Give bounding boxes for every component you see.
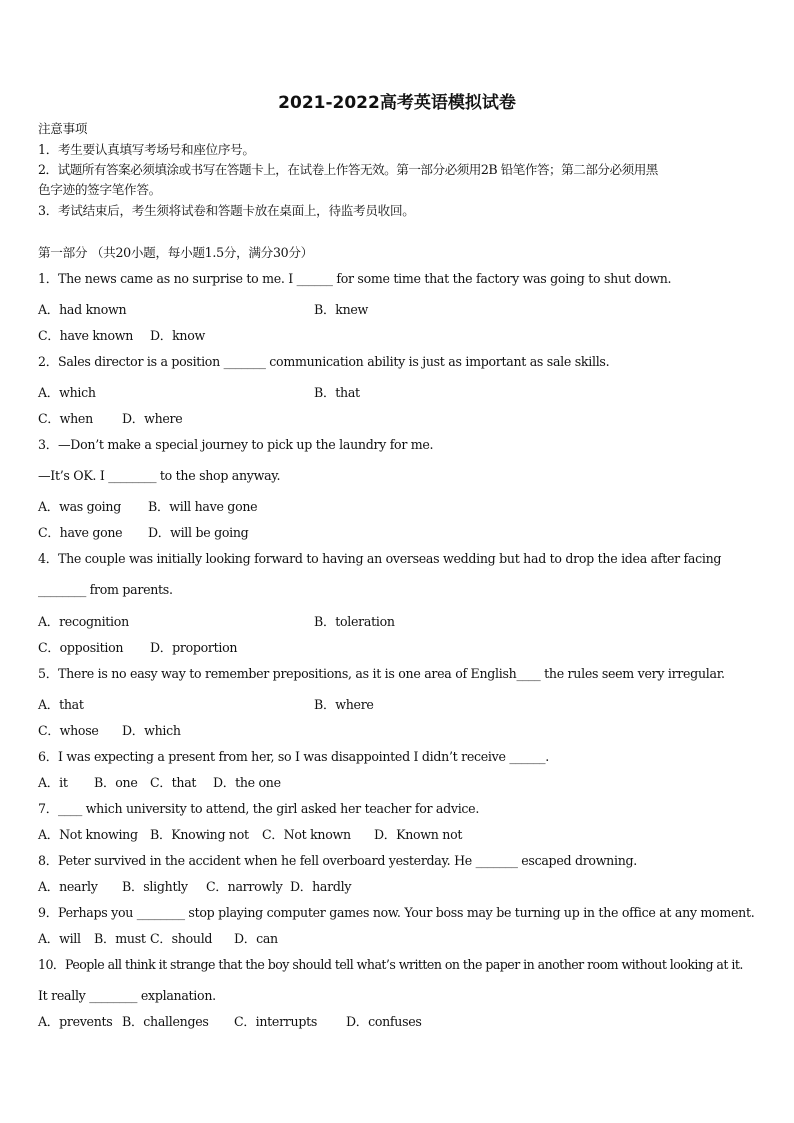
option-b: B．one [94, 775, 138, 790]
option-b: B．will have gone [148, 499, 258, 514]
question-stem: 7．____ which university to attend, the girl asked her teacher for advice. [38, 801, 480, 816]
option-b: B．slightly [122, 879, 188, 894]
option-a: A．nearly [38, 879, 98, 894]
option-c: C．should [150, 931, 213, 946]
option-a: A．it [38, 775, 68, 790]
notice-item: 2．试题所有答案必须填涂或书写在答题卡上，在试卷上作答无效。第一部分必须用2B 铅笔作答；第二部分必须用黑 [38, 162, 658, 177]
option-d: D．the one [213, 775, 281, 790]
option-c: C．whose [38, 723, 99, 738]
question-stem: 4．The couple was initially looking forward to having an overseas wedding but had to drop the idea after facing [38, 551, 722, 566]
option-b: B．knew [314, 302, 369, 317]
option-c: C．have gone [38, 525, 123, 540]
question-stem: 1．The news came as no surprise to me. I ______ for some time that the factory was going to shut down. [38, 271, 672, 286]
option-c: C．Not known [262, 827, 351, 842]
question-stem: 5．There is no easy way to remember prepositions, as it is one area of English____ the rules seem very irregular. [38, 666, 725, 681]
option-c: C．opposition [38, 640, 124, 655]
option-d: D．which [122, 723, 181, 738]
option-b: B．toleration [314, 614, 395, 629]
option-c: C．interrupts [234, 1014, 318, 1029]
option-b: B．Knowing not [150, 827, 249, 842]
option-b: B．must [94, 931, 146, 946]
option-a: A．recognition [38, 614, 129, 629]
section-heading: 第一部分 （共20小题，每小题1.5分，满分30分） [38, 245, 313, 260]
option-a: A．Not knowing [38, 827, 138, 842]
option-a: A．had known [38, 302, 127, 317]
option-b: B．where [314, 697, 374, 712]
option-d: D．proportion [150, 640, 238, 655]
option-c: C．that [150, 775, 197, 790]
option-c: C．have known [38, 328, 134, 343]
question-stem: It really ________ explanation. [38, 988, 216, 1003]
notice-item: 3．考试结束后，考生须将试卷和答题卡放在桌面上，待监考员收回。 [38, 203, 415, 218]
option-a: A．which [38, 385, 96, 400]
question-stem: 3．—Don’t make a special journey to pick up the laundry for me. [38, 437, 434, 452]
question-stem: 10．People all think it strange that the boy should tell what’s written on the paper in another room without looking at it. [38, 957, 743, 972]
option-a: A．that [38, 697, 84, 712]
notice-heading: 注意事项 [38, 121, 88, 136]
question-stem: 2．Sales director is a position _______ communication ability is just as important as sale skills. [38, 354, 610, 369]
option-d: D．will be going [148, 525, 249, 540]
question-stem: —It’s OK. I ________ to the shop anyway. [38, 468, 281, 483]
option-d: D．where [122, 411, 183, 426]
option-a: A．will [38, 931, 81, 946]
option-d: D．confuses [346, 1014, 422, 1029]
option-a: A．was going [38, 499, 121, 514]
option-d: D．can [234, 931, 278, 946]
notice-item: 色字迹的签字笔作答。 [38, 182, 161, 197]
page-title: 2021-2022高考英语模拟试卷 [278, 93, 516, 113]
option-d: D．know [150, 328, 205, 343]
question-stem: 8．Peter survived in the accident when he fell overboard yesterday. He _______ escaped drowning. [38, 853, 637, 868]
option-c: C．narrowly [206, 879, 283, 894]
option-b: B．that [314, 385, 360, 400]
question-stem: 6．I was expecting a present from her, so I was disappointed I didn’t receive ______. [38, 749, 550, 764]
question-stem: 9．Perhaps you ________ stop playing computer games now. Your boss may be turning up in the office at any moment. [38, 905, 755, 920]
option-c: C．when [38, 411, 93, 426]
option-a: A．prevents [38, 1014, 113, 1029]
option-d: D．hardly [290, 879, 352, 894]
option-b: B．challenges [122, 1014, 209, 1029]
option-d: D．Known not [374, 827, 463, 842]
question-stem: ________ from parents. [38, 582, 173, 597]
notice-item: 1．考生要认真填写考场号和座位序号。 [38, 142, 255, 157]
